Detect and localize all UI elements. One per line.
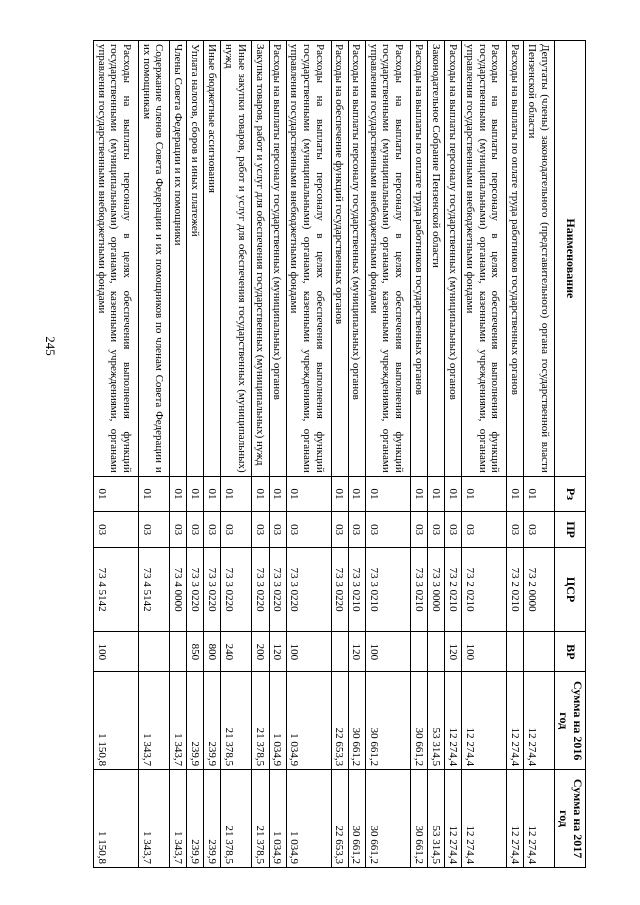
table-row	[221, 41, 252, 868]
row-vr: 120	[348, 632, 365, 672]
row-name: Содержание членов Совета Федерации и их помощников по членам Совета Федерации и их помощникам	[138, 41, 169, 477]
row-vr	[138, 632, 169, 672]
table-row	[138, 41, 169, 868]
row-name: Закупка товаров, работ и услуг для обеспечения государственных (муниципальных) нужд	[252, 41, 269, 477]
row-rz: 01	[138, 476, 169, 512]
table-row	[445, 41, 462, 868]
row-sum-2017: 1 343,7	[138, 770, 169, 868]
row-csr: 73 3 0210	[410, 547, 427, 631]
row-pr: 03	[169, 512, 186, 548]
row-rz: 01	[428, 476, 445, 512]
row-pr: 03	[507, 512, 524, 548]
column-header-csr: ЦСР	[555, 547, 586, 631]
row-rz: 01	[410, 476, 427, 512]
table-row	[269, 41, 286, 868]
row-name: Расходы на выплаты персоналу государственных (муниципальных) органов	[348, 41, 365, 477]
row-name: Иные закупки товаров, работ и услуг для обеспечения государственных (муниципальных) нужд	[221, 41, 252, 477]
table-row	[187, 41, 204, 868]
row-rz: 01	[221, 476, 252, 512]
row-name: Расходы на выплаты персоналу государственных (муниципальных) органов	[269, 41, 286, 477]
budget-table	[93, 40, 586, 868]
table-body	[94, 41, 555, 868]
column-header-sum-2017: Сумма на 2017 год	[555, 770, 586, 868]
row-pr: 03	[524, 512, 555, 548]
row-sum-2017: 21 378,5	[252, 770, 269, 868]
row-name: Расходы на выплаты персоналу в целях обеспечения выполнения функций государственными (муниципальными) органами, казенными учреждениями, органами управления государственными внебюджетными фондами	[365, 41, 410, 477]
row-name: Депутаты (члены) законодательного (представительного) органа государственной власти Пензенской области	[524, 41, 555, 477]
row-vr	[428, 632, 445, 672]
table-row	[331, 41, 348, 868]
row-csr: 73 3 0220	[221, 547, 252, 631]
row-sum-2017: 239,9	[187, 770, 204, 868]
column-header-sum-2016: Сумма на 2016 год	[555, 672, 586, 770]
row-sum-2017: 53 314,5	[428, 770, 445, 868]
table-row	[252, 41, 269, 868]
row-sum-2017: 12 274,4	[445, 770, 462, 868]
row-pr: 03	[94, 512, 139, 548]
row-vr: 240	[221, 632, 252, 672]
row-csr: 73 3 0220	[187, 547, 204, 631]
row-pr: 03	[410, 512, 427, 548]
row-vr	[507, 632, 524, 672]
row-sum-2016: 12 274,4	[462, 672, 507, 770]
row-vr: 100	[94, 632, 139, 672]
row-pr: 03	[204, 512, 221, 548]
table-row	[507, 41, 524, 868]
row-pr: 03	[269, 512, 286, 548]
column-header-vr: ВР	[555, 632, 586, 672]
row-sum-2016: 21 378,5	[221, 672, 252, 770]
row-rz: 01	[331, 476, 348, 512]
row-rz: 01	[187, 476, 204, 512]
row-sum-2016: 239,9	[204, 672, 221, 770]
row-vr	[524, 632, 555, 672]
row-csr: 73 3 0220	[204, 547, 221, 631]
row-sum-2016: 12 274,4	[445, 672, 462, 770]
row-csr: 73 2 0000	[524, 547, 555, 631]
row-sum-2017: 30 661,2	[410, 770, 427, 868]
row-name: Члены Совета Федерации и их помощники	[169, 41, 186, 477]
row-sum-2016: 12 274,4	[507, 672, 524, 770]
table-row	[348, 41, 365, 868]
row-sum-2017: 1 034,9	[269, 770, 286, 868]
row-pr: 03	[365, 512, 410, 548]
row-name: Расходы на выплаты по оплате труда работников государственных органов	[410, 41, 427, 477]
column-header-name: Наименование	[555, 41, 586, 477]
row-sum-2017: 21 378,5	[221, 770, 252, 868]
row-sum-2016: 1 343,7	[138, 672, 169, 770]
row-vr: 120	[445, 632, 462, 672]
column-header-rz: Рз	[555, 476, 586, 512]
budget-table-container	[93, 40, 586, 868]
row-csr: 73 4 5142	[138, 547, 169, 631]
row-vr: 100	[365, 632, 410, 672]
table-row	[365, 41, 410, 868]
row-rz: 01	[286, 476, 331, 512]
row-rz: 01	[252, 476, 269, 512]
row-rz: 01	[507, 476, 524, 512]
table-row	[204, 41, 221, 868]
row-pr: 03	[331, 512, 348, 548]
row-rz: 01	[169, 476, 186, 512]
row-pr: 03	[348, 512, 365, 548]
row-pr: 03	[462, 512, 507, 548]
row-vr: 850	[187, 632, 204, 672]
row-csr: 73 3 0210	[365, 547, 410, 631]
row-vr	[169, 632, 186, 672]
table-row	[428, 41, 445, 868]
row-name: Уплата налогов, сборов и иных платежей	[187, 41, 204, 477]
row-rz: 01	[524, 476, 555, 512]
row-name: Расходы на обеспечение функций государственных органов	[331, 41, 348, 477]
row-pr: 03	[138, 512, 169, 548]
row-sum-2016: 239,9	[187, 672, 204, 770]
row-vr: 100	[286, 632, 331, 672]
row-pr: 03	[187, 512, 204, 548]
row-csr: 73 2 0210	[507, 547, 524, 631]
table-row	[286, 41, 331, 868]
row-pr: 03	[286, 512, 331, 548]
row-rz: 01	[348, 476, 365, 512]
table-header-row	[555, 41, 586, 868]
row-sum-2016: 1 034,9	[269, 672, 286, 770]
table-row	[410, 41, 427, 868]
row-name: Расходы на выплаты персоналу государственных (муниципальных) органов	[445, 41, 462, 477]
table-row	[524, 41, 555, 868]
row-sum-2016: 30 661,2	[410, 672, 427, 770]
page-number: 245	[42, 336, 58, 356]
table-row	[462, 41, 507, 868]
row-csr: 73 3 0000	[428, 547, 445, 631]
row-sum-2017: 1 343,7	[169, 770, 186, 868]
row-sum-2016: 21 378,5	[252, 672, 269, 770]
table-row	[169, 41, 186, 868]
row-sum-2016: 1 034,9	[286, 672, 331, 770]
row-csr: 73 2 0210	[445, 547, 462, 631]
row-csr: 73 3 0220	[252, 547, 269, 631]
row-sum-2017: 22 653,3	[331, 770, 348, 868]
row-sum-2017: 12 274,4	[524, 770, 555, 868]
row-pr: 03	[445, 512, 462, 548]
row-pr: 03	[428, 512, 445, 548]
row-csr: 73 2 0210	[462, 547, 507, 631]
row-name: Расходы на выплаты персоналу в целях обеспечения выполнения функций государственными (муниципальными) органами, казенными учреждениями, органами управления государственными внебюджетными фондами	[94, 41, 139, 477]
row-name: Иные бюджетные ассигнования	[204, 41, 221, 477]
row-rz: 01	[365, 476, 410, 512]
row-sum-2017: 30 661,2	[365, 770, 410, 868]
row-sum-2017: 1 150,8	[94, 770, 139, 868]
row-vr: 200	[252, 632, 269, 672]
row-vr: 100	[462, 632, 507, 672]
row-sum-2017: 1 034,9	[286, 770, 331, 868]
row-csr: 73 3 0210	[348, 547, 365, 631]
row-sum-2016: 12 274,4	[524, 672, 555, 770]
row-pr: 03	[221, 512, 252, 548]
row-vr	[410, 632, 427, 672]
row-rz: 01	[445, 476, 462, 512]
row-name: Расходы на выплаты персоналу в целях обеспечения выполнения функций государственными (муниципальными) органами, казенными учреждениями, органами управления государственными внебюджетными фондами	[286, 41, 331, 477]
row-csr: 73 4 0000	[169, 547, 186, 631]
row-sum-2016: 53 314,5	[428, 672, 445, 770]
row-sum-2016: 22 653,3	[331, 672, 348, 770]
row-sum-2017: 12 274,4	[462, 770, 507, 868]
row-csr: 73 4 5142	[94, 547, 139, 631]
row-pr: 03	[252, 512, 269, 548]
table-row	[94, 41, 139, 868]
row-csr: 73 3 0220	[331, 547, 348, 631]
row-sum-2017: 239,9	[204, 770, 221, 868]
row-sum-2016: 30 661,2	[365, 672, 410, 770]
row-csr: 73 3 0220	[269, 547, 286, 631]
row-vr: 120	[269, 632, 286, 672]
row-rz: 01	[269, 476, 286, 512]
row-sum-2017: 30 661,2	[348, 770, 365, 868]
row-rz: 01	[462, 476, 507, 512]
row-sum-2016: 1 343,7	[169, 672, 186, 770]
row-vr: 800	[204, 632, 221, 672]
row-name: Законодательное Собрание Пензенской области	[428, 41, 445, 477]
row-sum-2017: 12 274,4	[507, 770, 524, 868]
row-rz: 01	[94, 476, 139, 512]
row-name: Расходы на выплаты персоналу в целях обеспечения выполнения функций государственными (муниципальными) органами, казенными учреждениями, органами управления государственными внебюджетными фондами	[462, 41, 507, 477]
row-sum-2016: 1 150,8	[94, 672, 139, 770]
row-csr: 73 3 0220	[286, 547, 331, 631]
row-rz: 01	[204, 476, 221, 512]
column-header-pr: ПР	[555, 512, 586, 548]
row-sum-2016: 30 661,2	[348, 672, 365, 770]
row-name: Расходы на выплаты по оплате труда работников государственных органов	[507, 41, 524, 477]
row-vr	[331, 632, 348, 672]
